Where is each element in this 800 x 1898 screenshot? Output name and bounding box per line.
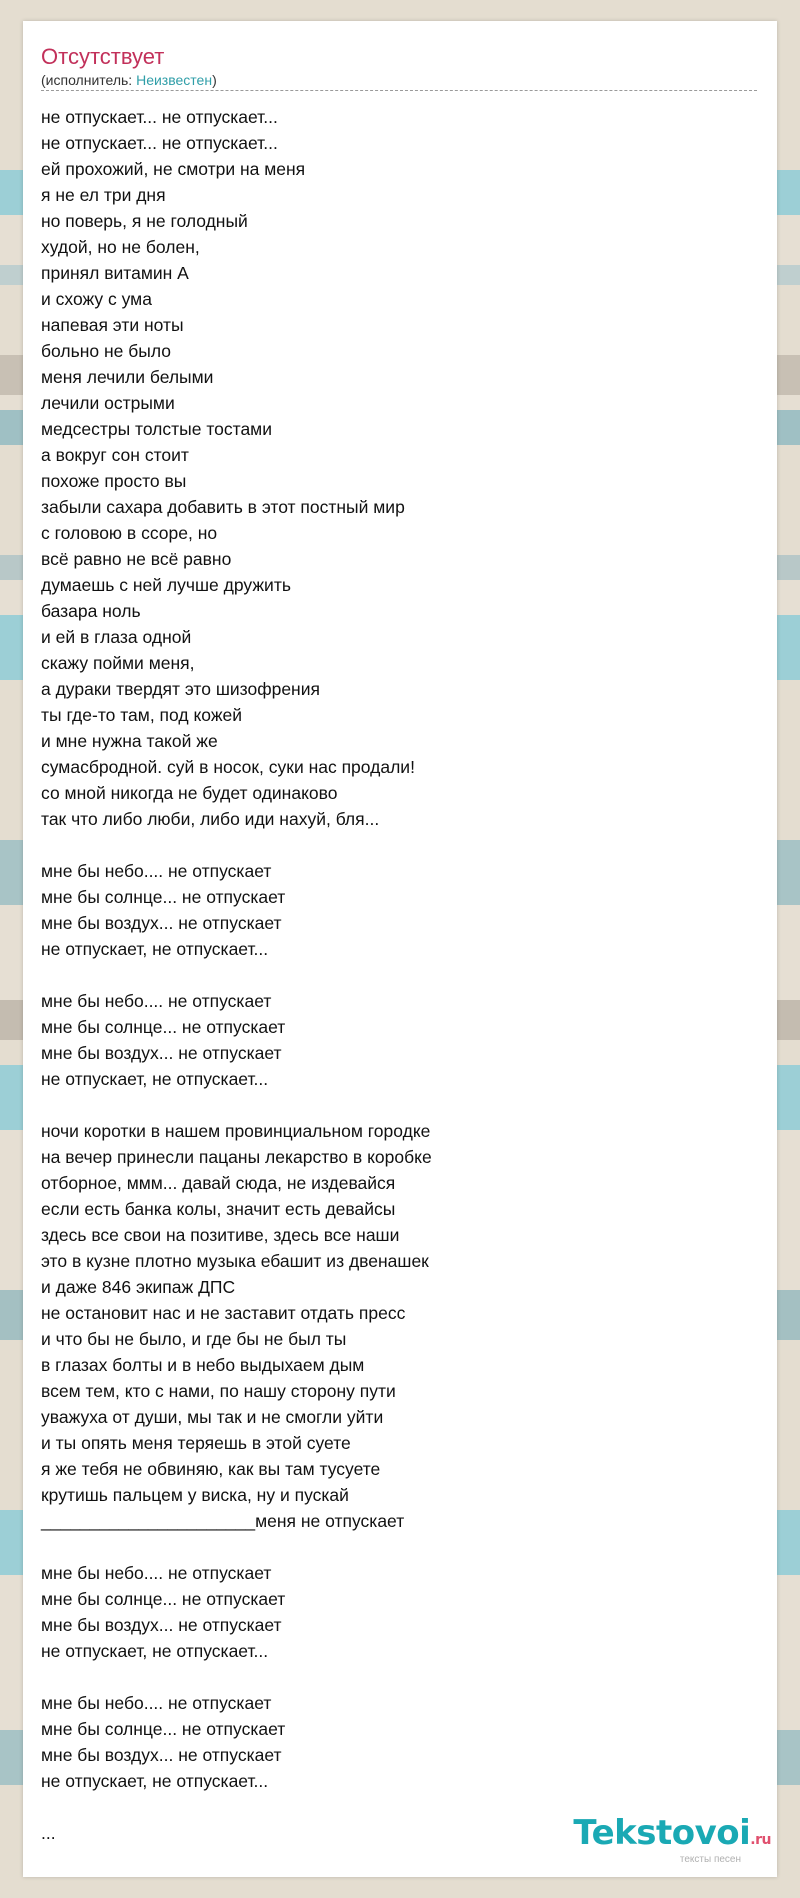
artist-link[interactable]: Неизвестен (136, 72, 213, 88)
song-header (41, 43, 757, 91)
song-title: Отсутствует (41, 44, 165, 69)
logo-tagline: тексты песен (679, 1854, 741, 1865)
logo-name: Tekstovoi (573, 1813, 751, 1853)
artist-suffix: ) (212, 72, 217, 88)
content-panel (23, 21, 777, 1877)
lyrics-text: не отпускает... не отпускает... не отпускает... не отпускает... ей прохожий, не смотри на меня я не ел три дня но поверь, я не голодный худой, но не болен, принял витамин А и схожу с ума напевая эти ноты больно не было меня лечили белыми лечили острыми медсестры толстые тостами а вокруг сон стоит похоже просто вы забыли сахара добавить в этот постный мир с головою в ссоре, но всё равно не всё равно думаешь с ней лучше дружить базара ноль и ей в глаза одной скажу пойми меня, а дураки твердят это шизофрения ты где-то там, под кожей и мне нужна такой же сумасбродной. суй в носок, суки нас продали! со мной никогда не будет одинаково так что либо люби, либо иди нахуй, бля... мне бы небо.... не отпускает мне бы солнце... не отпускает мне бы воздух... не отпускает не отпускает, не отпускает... мне бы небо.... не отпускает мне бы солнце... не отпускает мне бы воздух... не отпускает не отпускает, не отпускает... ночи коротки в нашем провинциальном городке на вечер принесли пацаны лекарство в коробке отборное, ммм... давай сюда, не издевайся если есть банка колы, значит есть девайсы здесь все свои на позитиве, здесь все наши это в кузне плотно музыка ебашит из двенашек и даже 846 экипаж ДПС не остановит нас и не заставит отдать пресс и что бы не было, и где бы не был ты в глазах болты и в небо выдыхаем дым всем тем, кто с нами, по нашу сторону пути уважуха от души, мы так и не смогли уйти и ты опять меня теряешь в этой суете я же тебя не обвиняю, как вы там тусуете крутишь пальцем у виска, ну и пускай ______________________меня не отпускает мне бы небо.... не отпускает мне бы солнце... не отпускает мне бы воздух... не отпускает не отпускает, не отпускает... мне бы небо.... не отпускает мне бы солнце... не отпускает мне бы воздух... не отпускает не отпускает, не отпускает... ... (41, 107, 432, 1843)
logo-tld: .ru (750, 1832, 771, 1848)
site-logo[interactable] (573, 1815, 771, 1865)
artist-line (41, 71, 757, 89)
artist-prefix: (исполнитель: (41, 72, 137, 88)
